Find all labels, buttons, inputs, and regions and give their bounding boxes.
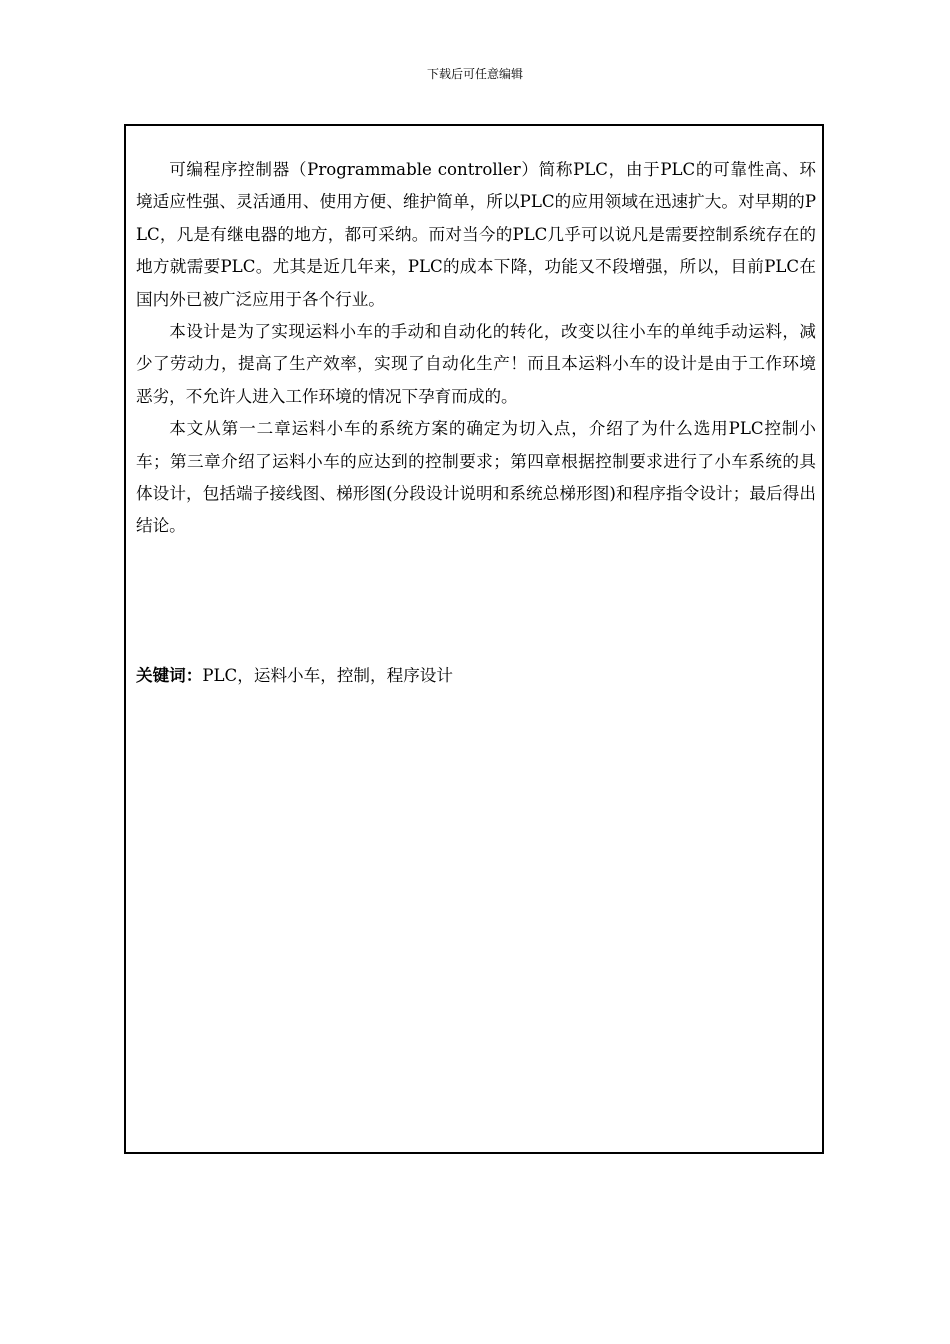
abstract-box xyxy=(124,124,824,1154)
keywords-value: PLC，运料小车，控制，程序设计 xyxy=(202,666,453,685)
abstract-paragraph-2: 本设计是为了实现运料小车的手动和自动化的转化，改变以往小车的单纯手动运料，减少了劳动力，提高了生产效率，实现了自动化生产！而且本运料小车的设计是由于工作环境恶劣，不允许人进入工作环境的情况下孕育而成的。 xyxy=(136,322,816,406)
abstract-paragraph-1: 可编程序控制器（Programmable controller）简称PLC，由于PLC的可靠性高、环境适应性强、灵活通用、使用方便、维护简单，所以PLC的应用领域在迅速扩大。对早期的PLC，凡是有继电器的地方，都可采纳。而对当今的PLC几乎可以说凡是需要控制系统存在的地方就需要PLC。尤其是近几年来，PLC的成本下降，功能又不段增强，所以，目前PLC在国内外已被广泛应用于各个行业。 xyxy=(136,160,816,309)
abstract-body xyxy=(136,154,816,543)
page-header: 下载后可任意编辑 xyxy=(426,67,523,81)
keywords-line xyxy=(136,662,816,690)
abstract-paragraph-3: 本文从第一二章运料小车的系统方案的确定为切入点，介绍了为什么选用PLC控制小车；第三章介绍了运料小车的应达到的控制要求；第四章根据控制要求进行了小车系统的具体设计，包括端子接线图、梯形图(分段设计说明和系统总梯形图)和程序指令设计；最后得出结论。 xyxy=(136,419,816,536)
keywords-label: 关键词： xyxy=(136,666,203,685)
